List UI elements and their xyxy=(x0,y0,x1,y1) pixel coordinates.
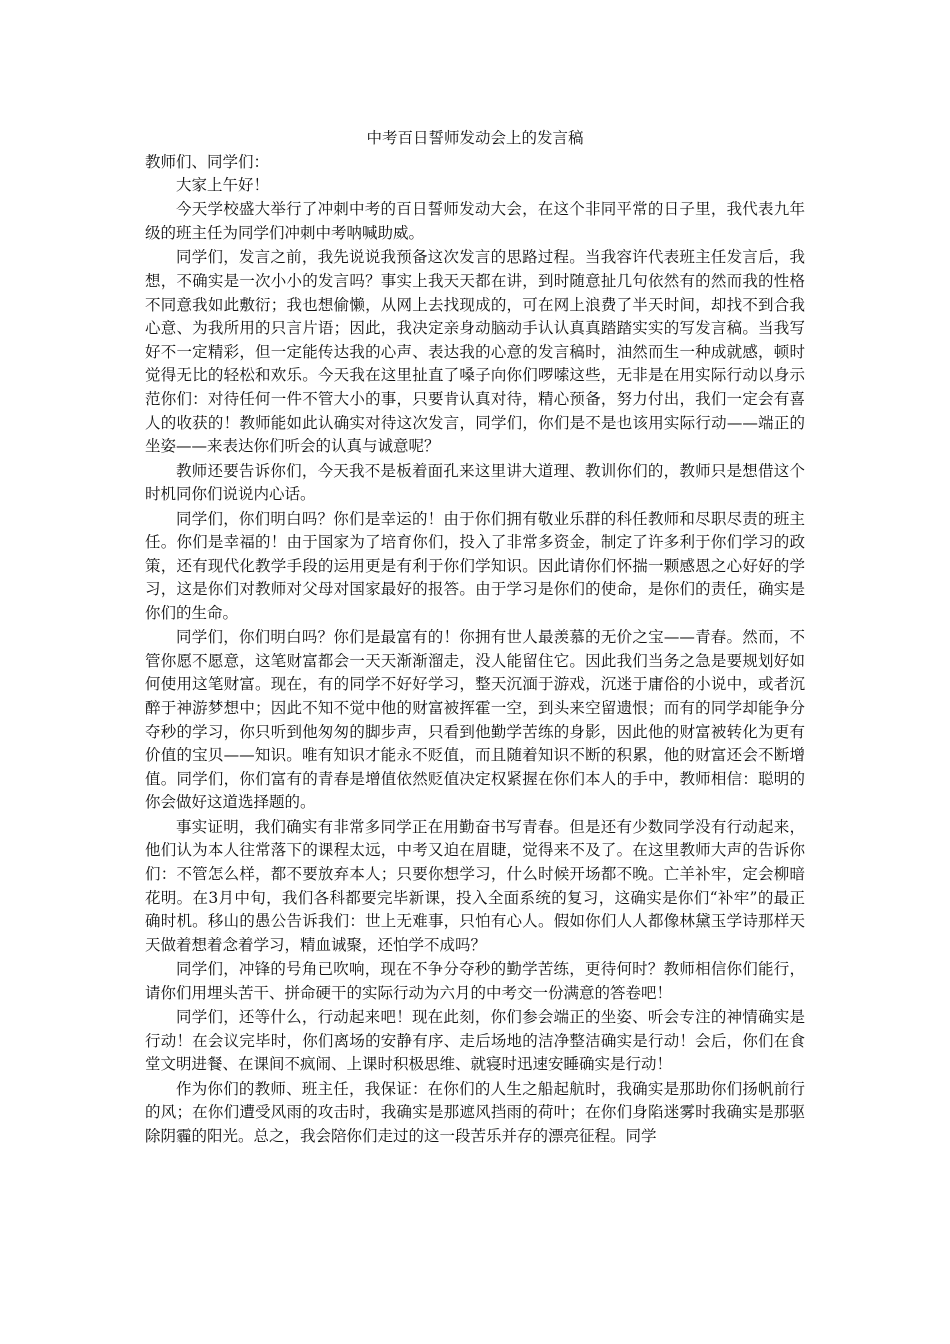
paragraph: 教师还要告诉你们，今天我不是板着面孔来这里讲大道理、教训你们的，教师只是想借这个时机同你们说说内心话。 xyxy=(145,461,805,504)
paragraph: 事实证明，我们确实有非常多同学正在用勤奋书写青春。但是还有少数同学没有行动起来，他们认为本人往常落下的课程太远，中考又迫在眉睫，觉得来不及了。在这里教师大声的告诉你们：不管怎么样，都不要放弃本人；只要你想学习，什么时候开场都不晚。亡羊补牢，定会柳暗花明。在3月中旬，我们各科都要完毕新课，投入全面系统的复习，这确实是你们“补牢”的最正确时机。移山的愚公告诉我们：世上无难事，只怕有心人。假如你们人人都像林黛玉学诗那样天天做着想着念着学习，精血诚聚，还怕学不成吗？ xyxy=(145,817,805,954)
document-page xyxy=(145,126,805,1149)
document-title: 中考百日誓师发动会上的发言稿 xyxy=(366,129,584,147)
salutation: 教师们、同学们： xyxy=(145,153,270,171)
paragraph: 同学们，还等什么，行动起来吧！现在此刻，你们参会端正的坐姿、听会专注的神情确实是行动！在会议完毕时，你们离场的安静有序、走后场地的洁净整洁确实是行动！会后，你们在食堂文明进餐、在课间不疯闹、上课时积极思维、就寝时迅速安睡确实是行动！ xyxy=(145,1008,805,1074)
paragraph-greeting: 大家上午好！ xyxy=(176,176,270,194)
paragraph: 同学们，冲锋的号角已吹响，现在不争分夺秒的勤学苦练，更待何时？教师相信你们能行，请你们用埋头苦干、拼命硬干的实际行动为六月的中考交一份满意的答卷吧！ xyxy=(145,960,805,1002)
paragraph: 同学们，你们明白吗？你们是最富有的！你拥有世人最羡慕的无价之宝——青春。然而，不管你愿不愿意，这笔财富都会一天天渐渐溜走，没人能留住它。因此我们当务之急是要规划好如何使用这笔财富。现在，有的同学不好好学习，整天沉湎于游戏，沉迷于庸俗的小说中，或者沉醉于神游梦想中；因此不知不觉中他的财富被挥霍一空，到头来空留遗恨；而有的同学却能争分夺秒的学习，你只听到他匆匆的脚步声，只看到他勤学苦练的身影，因此他的财富被转化为更有价值的宝贝——知识。唯有知识才能永不贬值，而且随着知识不断的积累，他的财富还会不断增值。同学们，你们富有的青春是增值依然贬值决定权紧握在你们本人的手中，教师相信：聪明的你会做好这道选择题的。 xyxy=(145,628,805,812)
paragraph: 今天学校盛大举行了冲刺中考的百日誓师发动大会，在这个非同平常的日子里，我代表九年级的班主任为同学们冲刺中考呐喊助威。 xyxy=(145,200,805,242)
paragraph: 作为你们的教师、班主任，我保证：在你们的人生之船起航时，我确实是那助你们扬帆前行的风；在你们遭受风雨的攻击时，我确实是那遮风挡雨的荷叶；在你们身陷迷雾时我确实是那驱除阴霾的阳光。总之，我会陪你们走过的这一段苦乐并存的漂亮征程。同学 xyxy=(145,1079,805,1145)
paragraph: 同学们，发言之前，我先说说我预备这次发言的思路过程。当我容许代表班主任发言后，我想，不确实是一次小小的发言吗？事实上我天天都在讲，到时随意扯几句依然有的然而我的性格不同意我如此敷衍；我也想偷懒，从网上去找现成的，可在网上浪费了半天时间，却找不到合我心意、为我所用的只言片语；因此，我决定亲身动脑动手认认真真踏踏实实的写发言稿。当我写好不一定精彩，但一定能传达我的心声、表达我的心意的发言稿时，油然而生一种成就感，顿时觉得无比的轻松和欢乐。今天我在这里扯直了嗓子向你们啰嗦这些，无非是在用实际行动以身示范你们：对待任何一件不管大小的事，只要肯认真对待，精心预备，努力付出，我们一定会有喜人的收获的！教师能如此认确实对待这次发言，同学们，你们是不是也该用实际行动——端正的坐姿——来表达你们听会的认真与诚意呢？ xyxy=(145,248,805,456)
paragraph: 同学们，你们明白吗？你们是幸运的！由于你们拥有敬业乐群的科任教师和尽职尽责的班主任。你们是幸福的！由于国家为了培育你们，投入了非常多资金，制定了许多利于你们学习的政策，还有现代化教学手段的运用更是有利于你们学知识。因此请你们怀揣一颗感恩之心好好的学习，这是你们对教师对父母对国家最好的报答。由于学习是你们的使命，是你们的责任，确实是你们的生命。 xyxy=(145,509,805,622)
